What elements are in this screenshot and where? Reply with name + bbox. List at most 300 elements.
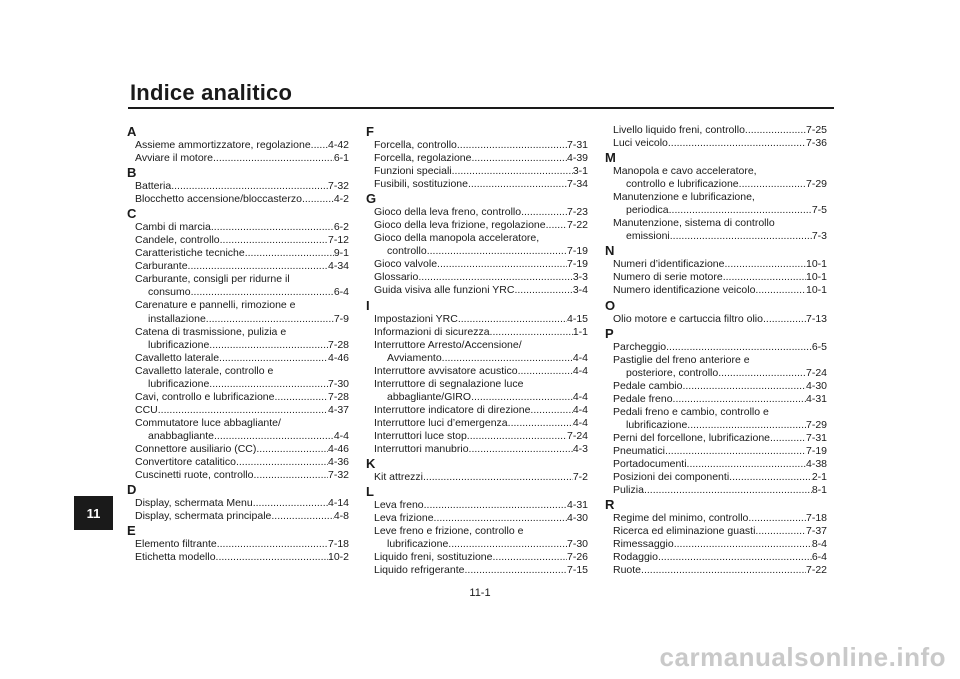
entry-page: 7-18 (327, 538, 349, 551)
dot-leader (457, 139, 567, 152)
entry-page: 7-2 (572, 471, 588, 484)
entry-text: Catena di trasmissione, pulizia e (135, 325, 287, 338)
entry-text: Gioco della manopola acceleratore, (374, 232, 540, 245)
page-number: 11-1 (469, 587, 491, 599)
dot-leader (521, 206, 567, 219)
index-entry (135, 273, 349, 286)
dot-leader (530, 404, 572, 417)
index-entry (135, 299, 349, 312)
entry-page: 8-4 (811, 538, 827, 551)
entry-text: Ricerca ed eliminazione guasti (613, 525, 756, 538)
dot-leader (188, 260, 328, 273)
index-entry (135, 139, 349, 152)
entry-text: Carburante, consigli per ridurne il (135, 273, 290, 286)
entry-text: Connettore ausiliario (CC) (135, 442, 257, 455)
index-entry (374, 313, 588, 326)
entry-page: 4-4 (333, 429, 349, 442)
entry-text: Liquido refrigerante (374, 564, 465, 577)
index-letter-heading: P (605, 325, 614, 341)
index-letter-heading: F (366, 124, 374, 139)
entry-text: Cavalletto laterale, controllo e (135, 364, 274, 377)
entry-page: 7-26 (566, 551, 588, 564)
index-entry (374, 152, 588, 165)
index-entry (374, 471, 588, 484)
dot-leader (490, 326, 573, 339)
index-entry (613, 406, 827, 419)
dot-leader (668, 137, 806, 150)
entry-page: 4-30 (805, 379, 827, 392)
dot-leader (641, 564, 806, 577)
entry-page: 6-4 (333, 286, 349, 299)
entry-text: Numeri d’identificazione (613, 258, 725, 271)
index-entry (613, 341, 827, 354)
index-entry-continuation (626, 204, 827, 217)
index-letter-heading: K (366, 456, 376, 472)
index-entry (613, 512, 827, 525)
entry-text: CCU (135, 403, 158, 416)
entry-page: 10-1 (805, 284, 827, 297)
entry-text: anabbagliante (148, 429, 214, 442)
index-entry (135, 221, 349, 234)
entry-text: installazione (148, 312, 206, 325)
entry-page: 4-42 (327, 139, 349, 151)
entry-page: 7-19 (566, 258, 588, 271)
entry-text: Elemento filtrante (135, 538, 217, 551)
dot-leader (508, 417, 573, 430)
index-column-2 (366, 124, 588, 577)
entry-text: Cavalletto laterale (135, 351, 220, 364)
entry-page: 4-46 (327, 442, 349, 455)
dot-leader (418, 271, 572, 284)
index-entry (613, 380, 827, 393)
dot-leader (158, 404, 328, 417)
dot-leader (434, 512, 567, 525)
entry-text: Forcella, regolazione (374, 152, 472, 165)
entry-text: Olio motore e cartuccia filtro olio (613, 312, 763, 325)
index-entry-continuation (387, 245, 588, 258)
index-entry (613, 258, 827, 271)
index-letter-heading: M (605, 150, 616, 166)
entry-text: Leve freno e frizione, controllo e (374, 525, 524, 538)
entry-page: 7-34 (566, 178, 588, 191)
entry-page: 7-22 (566, 219, 588, 232)
dot-leader (718, 367, 806, 380)
entry-text: Rimessaggio (613, 538, 674, 551)
entry-page: 4-46 (327, 351, 349, 364)
index-entry (135, 551, 349, 564)
index-entry (374, 206, 588, 219)
dot-leader (682, 380, 806, 393)
index-entry (374, 219, 588, 232)
entry-page: 4-15 (566, 312, 588, 325)
dot-leader (687, 458, 806, 471)
entry-page: 8-1 (811, 484, 827, 497)
index-letter-heading: L (366, 484, 374, 500)
entry-text: Interruttore luci d’emergenza (374, 416, 508, 429)
index-entry (613, 551, 827, 564)
dot-leader (724, 258, 806, 271)
entry-text: Guida visiva alle funzioni YRC (374, 284, 515, 297)
index-entry (374, 525, 588, 538)
dot-leader (216, 551, 328, 564)
index-entry (135, 193, 349, 206)
index-entry (135, 326, 349, 339)
entry-page: 4-14 (327, 497, 349, 510)
entry-text: Numero identificazione veicolo (613, 284, 756, 297)
entry-text: consumo (148, 286, 191, 299)
index-entry (613, 137, 827, 150)
index-entry-continuation (387, 352, 588, 365)
entry-text: Forcella, controllo (374, 139, 457, 151)
dot-leader (427, 245, 567, 258)
entry-page: 7-19 (805, 444, 827, 457)
index-entry-continuation (148, 313, 349, 326)
entry-text: Cavi, controllo e lubrificazione (135, 390, 275, 403)
entry-page: 7-19 (566, 245, 588, 258)
entry-text: Regime del minimo, controllo (613, 512, 749, 525)
index-entry (135, 417, 349, 430)
entry-text: posteriore, controllo (626, 366, 719, 379)
entry-page: 7-3 (811, 230, 827, 243)
index-letter-heading: I (366, 297, 370, 313)
entry-page: 10-2 (327, 551, 349, 564)
index-entry (135, 152, 349, 165)
dot-leader (271, 510, 333, 523)
dot-leader (302, 193, 334, 206)
dot-leader (236, 456, 328, 469)
entry-page: 4-38 (805, 457, 827, 470)
dot-leader (665, 445, 806, 458)
dot-leader (442, 352, 573, 365)
index-entry (135, 352, 349, 365)
entry-page: 6-2 (333, 221, 349, 234)
index-entry (374, 551, 588, 564)
index-entry (374, 271, 588, 284)
index-entry (374, 430, 588, 443)
index-entry (613, 217, 827, 230)
index-entry (135, 469, 349, 482)
entry-text: Impostazioni YRC (374, 312, 458, 325)
entry-page: 7-32 (327, 469, 349, 482)
entry-page: 6-1 (333, 152, 349, 165)
entry-text: Gioco della leva freno, controllo (374, 206, 522, 219)
entry-text: Numero di serie motore (613, 271, 723, 284)
index-entry-continuation (148, 339, 349, 352)
index-entry (613, 564, 827, 577)
entry-page: 7-30 (327, 377, 349, 390)
entry-text: Assieme ammortizzatore, regolazione (135, 139, 311, 151)
entry-page: 7-15 (566, 564, 588, 577)
dot-leader (424, 499, 567, 512)
entry-page: 7-23 (566, 206, 588, 219)
entry-text: Display, schermata Menu (135, 497, 253, 510)
index-entry (374, 339, 588, 352)
dot-leader (493, 551, 567, 564)
entry-text: Pedali freno e cambio, controllo e (613, 405, 769, 418)
dot-leader (739, 178, 806, 191)
index-entry (374, 165, 588, 178)
entry-text: Pastiglie del freno anteriore e (613, 353, 750, 366)
entry-text: Etichetta modello (135, 551, 216, 564)
index-column-1 (127, 124, 349, 564)
dot-leader (514, 284, 572, 297)
entry-text: lubrificazione (626, 418, 688, 431)
entry-text: Blocchetto accensione/bloccasterzo (135, 193, 302, 206)
entry-text: Informazioni di sicurezza (374, 325, 490, 338)
index-entry-continuation (148, 430, 349, 443)
dot-leader (209, 339, 328, 352)
dot-leader (211, 221, 334, 234)
dot-leader (191, 286, 334, 299)
entry-page: 7-28 (327, 338, 349, 351)
index-entry (613, 271, 827, 284)
entry-page: 4-2 (333, 193, 349, 206)
dot-leader (666, 341, 812, 354)
entry-text: Interruttore Arresto/Accensione/ (374, 338, 522, 351)
entry-page: 7-12 (327, 234, 349, 247)
dot-leader (274, 391, 328, 404)
dot-leader (471, 152, 567, 165)
entry-page: 4-4 (572, 351, 588, 364)
dot-leader (464, 564, 567, 577)
entry-text: Funzioni speciali (374, 165, 452, 178)
index-entry (374, 443, 588, 456)
index-entry (135, 260, 349, 273)
index-letter-heading: G (366, 191, 377, 207)
entry-text: Glossario (374, 271, 419, 284)
entry-page: 4-4 (572, 403, 588, 416)
entry-page: 4-37 (327, 403, 349, 416)
index-entry (613, 354, 827, 367)
dot-leader (245, 247, 334, 260)
index-letter-heading: E (127, 523, 136, 539)
index-entry (135, 247, 349, 260)
entry-page: 7-24 (566, 429, 588, 442)
entry-text: Rodaggio (613, 551, 658, 564)
entry-text: Commutatore luce abbagliante/ (135, 416, 281, 429)
entry-page: 7-13 (805, 312, 827, 325)
entry-text: Avviamento (387, 351, 442, 364)
entry-text: Carenature e pannelli, rimozione e (135, 299, 296, 312)
index-entry (613, 191, 827, 204)
page-title: Indice analitico (130, 80, 293, 105)
entry-text: Leva frizione (374, 512, 434, 525)
entry-text: Candele, controllo (135, 234, 220, 247)
entry-page: 4-31 (566, 499, 588, 512)
index-entry (374, 512, 588, 525)
index-entry (613, 525, 827, 538)
entry-page: 7-36 (805, 137, 827, 150)
index-entry (613, 393, 827, 406)
entry-text: Perni del forcellone, lubrificazione (613, 431, 771, 444)
dot-leader (220, 234, 328, 247)
entry-page: 7-31 (805, 431, 827, 444)
entry-text: Display, schermata principale (135, 510, 272, 523)
entry-text: Parcheggio (613, 340, 667, 353)
dot-leader (452, 165, 573, 178)
entry-text: Interruttore di segnalazione luce (374, 377, 524, 390)
index-entry (135, 391, 349, 404)
dot-leader (673, 393, 806, 406)
entry-page: 7-25 (805, 124, 827, 136)
index-entry (374, 139, 588, 152)
index-letter-heading: B (127, 165, 137, 181)
entry-page: 4-4 (572, 390, 588, 403)
dot-leader (674, 538, 812, 551)
entry-text: Batteria (135, 180, 172, 193)
dot-leader (670, 230, 812, 243)
index-entry (613, 538, 827, 551)
dot-leader (467, 430, 567, 443)
entry-page: 4-8 (333, 510, 349, 523)
entry-text: Pedale cambio (613, 379, 683, 392)
dot-leader (219, 352, 328, 365)
entry-text: Leva freno (374, 499, 424, 512)
entry-page: 4-31 (805, 392, 827, 405)
dot-leader (748, 512, 806, 525)
index-entry (374, 326, 588, 339)
entry-text: Gioco della leva frizione, regolazione (374, 219, 546, 232)
entry-text: Cambi di marcia (135, 221, 211, 234)
entry-page: 2-1 (811, 471, 827, 484)
dot-leader (745, 124, 806, 137)
entry-text: emissioni (626, 230, 670, 243)
index-entry (374, 378, 588, 391)
entry-page: 7-28 (327, 390, 349, 403)
index-letter-heading: O (605, 297, 616, 313)
dot-leader (213, 152, 334, 165)
entry-text: lubrificazione (148, 377, 210, 390)
dot-leader (423, 471, 573, 484)
dot-leader (468, 178, 567, 191)
entry-page: 4-36 (327, 456, 349, 469)
index-entry-continuation (148, 286, 349, 299)
entry-text: Interruttori manubrio (374, 442, 469, 455)
dot-leader (770, 432, 806, 445)
index-entry (135, 538, 349, 551)
entry-text: Avviare il motore (135, 152, 214, 165)
entry-text: periodica (626, 204, 669, 217)
entry-page: 10-1 (805, 258, 827, 271)
entry-text: Manutenzione e lubrificazione, (613, 191, 755, 204)
index-entry (374, 258, 588, 271)
index-entry (613, 432, 827, 445)
entry-text: Posizioni dei componenti (613, 471, 730, 484)
entry-text: lubrificazione (387, 538, 449, 551)
index-letter-heading: R (605, 497, 615, 513)
index-letter-heading: D (127, 482, 137, 498)
entry-text: Portadocumenti (613, 457, 687, 470)
dot-leader (253, 497, 328, 510)
dot-leader (311, 139, 328, 152)
entry-text: Manopola e cavo acceleratore, (613, 165, 757, 178)
index-entry (613, 458, 827, 471)
index-entry (135, 497, 349, 510)
entry-page: 3-4 (572, 284, 588, 297)
entry-text: Ruote (613, 564, 642, 577)
entry-page: 7-9 (333, 312, 349, 325)
index-entry-continuation (626, 178, 827, 191)
entry-text: Kit attrezzi (374, 471, 424, 484)
watermark: carmanualsonline.info (659, 642, 946, 672)
index-entry (613, 313, 827, 326)
dot-leader (256, 443, 328, 456)
index-entry (374, 365, 588, 378)
entry-page: 1-1 (572, 325, 588, 338)
index-entry (374, 417, 588, 430)
entry-text: Interruttore avvisatore acustico (374, 364, 518, 377)
dot-leader (214, 430, 334, 443)
index-entry-continuation (148, 378, 349, 391)
entry-text: Pulizia (613, 484, 644, 497)
dot-leader (729, 471, 812, 484)
dot-leader (755, 525, 806, 538)
entry-text: Manutenzione, sistema di controllo (613, 217, 775, 230)
index-entry (135, 365, 349, 378)
index-entry (135, 456, 349, 469)
dot-leader (763, 313, 806, 326)
entry-text: Convertitore catalitico (135, 456, 236, 469)
entry-text: Pneumatici (613, 444, 665, 457)
dot-leader (448, 538, 567, 551)
entry-text: controllo e lubrificazione (626, 178, 739, 191)
dot-leader (755, 284, 806, 297)
index-entry-continuation (387, 538, 588, 551)
entry-page: 3-3 (572, 271, 588, 284)
dot-leader (209, 378, 328, 391)
entry-text: Pedale freno (613, 392, 673, 405)
dot-leader (658, 551, 812, 564)
dot-leader (206, 313, 334, 326)
entry-page: 6-4 (811, 551, 827, 564)
entry-page: 7-29 (805, 418, 827, 431)
index-entry-continuation (626, 230, 827, 243)
entry-page: 7-22 (805, 564, 827, 577)
dot-leader (471, 391, 573, 404)
index-entry (613, 484, 827, 497)
entry-page: 7-31 (566, 139, 588, 151)
chapter-tab: 11 (74, 496, 113, 530)
entry-text: Fusibili, sostituzione (374, 178, 468, 191)
entry-page: 7-5 (811, 204, 827, 217)
index-entry (613, 165, 827, 178)
index-entry (374, 499, 588, 512)
index-entry (135, 443, 349, 456)
entry-page: 4-4 (572, 416, 588, 429)
index-entry-continuation (626, 419, 827, 432)
index-entry (613, 471, 827, 484)
index-letter-heading: N (605, 243, 615, 259)
entry-page: 4-30 (566, 512, 588, 525)
entry-page: 9-1 (333, 247, 349, 260)
entry-text: Caratteristiche tecniche (135, 247, 245, 260)
dot-leader (437, 258, 567, 271)
entry-page: 7-32 (327, 180, 349, 193)
title-rule (128, 107, 834, 109)
index-column-3 (605, 124, 827, 577)
index-entry-continuation (626, 367, 827, 380)
entry-page: 7-24 (805, 366, 827, 379)
entry-text: Interruttore indicatore di direzione (374, 403, 531, 416)
index-entry (613, 124, 827, 137)
dot-leader (546, 219, 567, 232)
entry-text: Gioco valvole (374, 258, 438, 271)
dot-leader (723, 271, 806, 284)
dot-leader (217, 538, 328, 551)
index-entry (613, 284, 827, 297)
entry-page: 4-3 (572, 442, 588, 455)
entry-page: 4-34 (327, 260, 349, 273)
